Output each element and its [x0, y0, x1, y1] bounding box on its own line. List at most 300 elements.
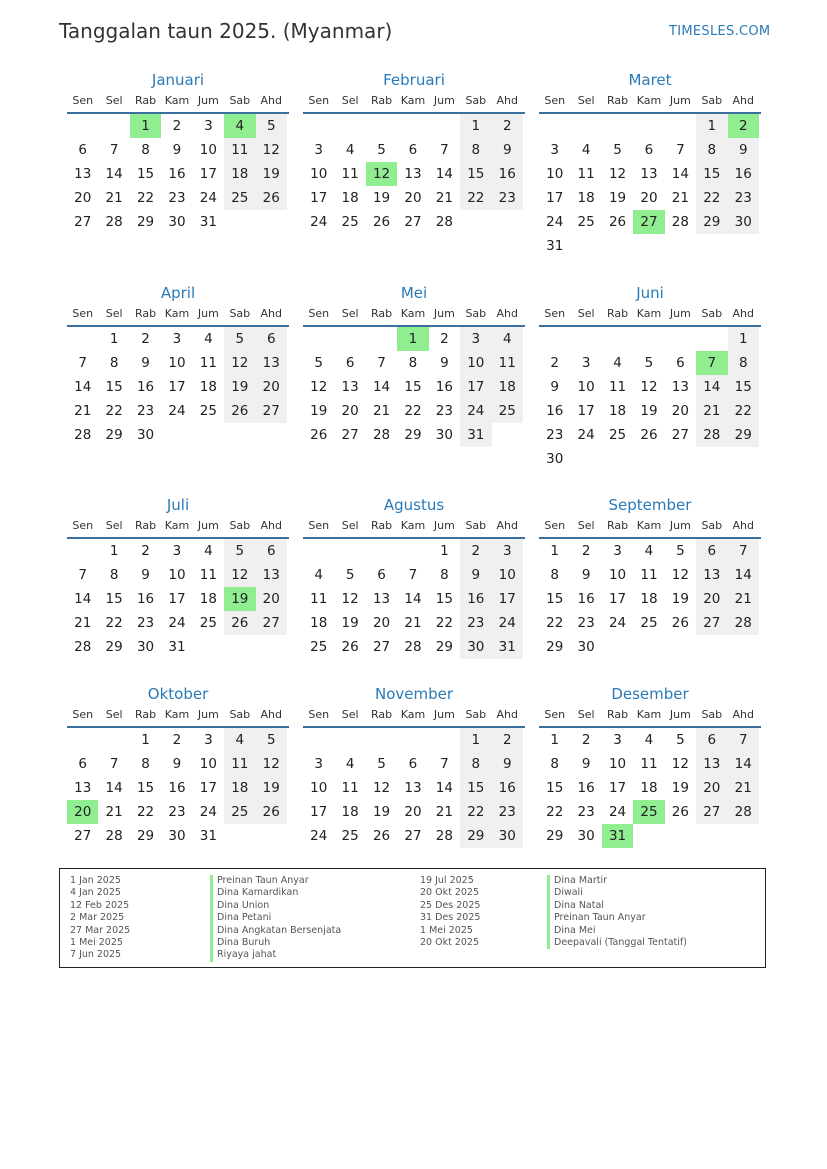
legend-holiday-name: Dina Mei [547, 925, 687, 937]
weekday-label: Kam [636, 307, 662, 320]
weekday-label: Kam [164, 307, 190, 320]
day-cell: 13 [696, 563, 727, 587]
day-cell: 13 [404, 780, 422, 796]
day-cell: 27 [404, 214, 422, 230]
day-cell: 21 [728, 776, 759, 800]
weekday-label: Ahd [260, 307, 282, 320]
day-cell: 3 [613, 732, 622, 748]
legend-date: 31 Des 2025 [420, 912, 481, 924]
month-september [539, 495, 761, 659]
day-cell: 11 [341, 166, 359, 182]
day-cell: 6 [676, 355, 685, 371]
legend-holiday-name: Dina Martir [547, 875, 687, 887]
day-cell: 10 [608, 567, 627, 583]
day-cell: 22 [136, 804, 155, 820]
legend-left-names [210, 875, 341, 962]
legend-date: 7 Jun 2025 [70, 949, 122, 961]
day-cell: 28 [728, 800, 759, 824]
weekday-label: Kam [400, 94, 426, 107]
day-cell: 29 [105, 639, 123, 655]
day-grid [539, 114, 761, 258]
day-cell: 13 [372, 591, 391, 607]
day-cell: 19 [671, 591, 689, 607]
holiday-day-cell: 7 [696, 351, 727, 375]
day-cell: 7 [440, 142, 449, 158]
empty-cell [334, 114, 365, 138]
day-cell: 6 [256, 539, 287, 563]
day-cell: 1 [728, 327, 759, 351]
holiday-day-cell: 1 [130, 114, 161, 138]
day-cell: 30 [492, 824, 523, 848]
day-cell: 31 [460, 423, 491, 447]
day-cell: 21 [105, 190, 123, 206]
weekday-label: Jum [433, 94, 455, 107]
weekday-label: Rab [134, 307, 157, 320]
day-cell: 4 [204, 331, 213, 347]
day-cell: 21 [435, 190, 453, 206]
empty-cell [696, 327, 727, 351]
day-cell: 8 [460, 138, 491, 162]
day-cell: 1 [109, 331, 119, 347]
day-cell: 8 [696, 138, 727, 162]
month-januari [67, 70, 289, 234]
legend-date: 20 Okt 2025 [420, 887, 480, 899]
day-cell: 4 [492, 327, 523, 351]
weekday-header [539, 92, 761, 114]
day-cell: 24 [492, 611, 523, 635]
legend-date: 12 Feb 2025 [70, 899, 130, 911]
weekday-label: Rab [606, 708, 629, 721]
day-cell: 17 [310, 804, 328, 820]
day-cell: 2 [581, 543, 591, 559]
day-cell: 16 [492, 776, 523, 800]
day-cell: 12 [671, 567, 689, 583]
weekday-label: Jum [669, 708, 691, 721]
day-cell: 19 [310, 403, 328, 419]
day-cell: 3 [314, 142, 323, 158]
day-cell: 12 [341, 591, 359, 607]
day-cell: 13 [256, 563, 287, 587]
day-cell: 11 [492, 351, 523, 375]
day-cell: 21 [696, 399, 727, 423]
holiday-day-cell: 1 [397, 327, 428, 351]
legend-holiday-name: Preinan Taun Anyar [547, 912, 687, 924]
day-cell: 27 [74, 214, 92, 230]
empty-cell [429, 114, 460, 138]
weekday-label: Kam [400, 307, 426, 320]
day-cell: 17 [577, 403, 595, 419]
day-cell: 13 [696, 752, 727, 776]
day-cell: 8 [109, 355, 119, 371]
weekday-label: Sen [72, 307, 94, 320]
day-cell: 12 [372, 780, 391, 796]
weekday-label: Sel [577, 307, 595, 320]
day-cell: 12 [224, 563, 255, 587]
day-cell: 5 [314, 355, 323, 371]
day-cell: 21 [671, 190, 689, 206]
day-cell: 8 [460, 752, 491, 776]
day-cell: 31 [168, 639, 186, 655]
day-cell: 5 [676, 732, 685, 748]
legend-holiday-name: Dina Natal [547, 900, 687, 912]
day-cell: 15 [136, 166, 155, 182]
empty-cell [303, 539, 334, 563]
weekday-label: Jum [669, 307, 691, 320]
weekday-label: Sab [701, 519, 723, 532]
day-cell: 22 [404, 403, 422, 419]
day-cell: 20 [256, 587, 287, 611]
month-title: Juli [166, 496, 190, 514]
day-cell: 13 [74, 166, 92, 182]
day-cell: 11 [199, 355, 217, 371]
day-cell: 6 [377, 567, 386, 583]
weekday-label: Rab [606, 94, 629, 107]
day-cell: 7 [78, 355, 87, 371]
weekday-label: Sab [465, 94, 487, 107]
day-cell: 24 [608, 615, 627, 631]
day-cell: 17 [199, 780, 217, 796]
day-cell: 16 [492, 162, 523, 186]
weekday-label: Sel [341, 307, 359, 320]
day-cell: 28 [404, 639, 422, 655]
weekday-label: Sab [701, 94, 723, 107]
day-cell: 9 [440, 355, 449, 371]
empty-cell [334, 539, 365, 563]
weekday-label: Ahd [496, 708, 518, 721]
empty-cell [539, 327, 570, 351]
day-cell: 3 [581, 355, 591, 371]
weekday-label: Sen [544, 708, 566, 721]
weekday-label: Sen [544, 307, 566, 320]
empty-cell [366, 114, 397, 138]
day-cell: 18 [199, 379, 217, 395]
weekday-label: Rab [134, 708, 157, 721]
day-cell: 9 [492, 138, 523, 162]
weekday-label: Rab [370, 307, 393, 320]
day-cell: 23 [136, 403, 155, 419]
legend-date: 1 Jan 2025 [70, 875, 121, 886]
day-cell: 19 [608, 190, 627, 206]
weekday-header [303, 517, 525, 539]
day-cell: 22 [546, 804, 564, 820]
site-link[interactable]: TIMESLES.COM [669, 24, 771, 39]
day-cell: 8 [109, 567, 119, 583]
day-cell: 6 [696, 728, 727, 752]
day-cell: 27 [256, 399, 287, 423]
legend-holiday-name: Dina Union [210, 900, 341, 912]
day-cell: 24 [608, 804, 627, 820]
day-cell: 13 [74, 780, 92, 796]
day-cell: 14 [404, 591, 422, 607]
day-cell: 23 [168, 804, 186, 820]
day-cell: 9 [460, 563, 491, 587]
weekday-label: Rab [370, 94, 393, 107]
day-cell: 18 [640, 780, 658, 796]
day-cell: 19 [372, 190, 391, 206]
legend-right-dates [420, 875, 480, 949]
day-cell: 26 [224, 611, 255, 635]
day-grid [67, 114, 289, 234]
empty-cell [397, 728, 428, 752]
day-cell: 28 [696, 423, 727, 447]
day-cell: 10 [199, 756, 217, 772]
day-cell: 19 [224, 375, 255, 399]
day-cell: 20 [404, 804, 422, 820]
weekday-label: Sab [229, 519, 251, 532]
weekday-label: Kam [164, 519, 190, 532]
month-juni [539, 283, 761, 471]
day-cell: 22 [460, 186, 491, 210]
day-cell: 18 [310, 615, 328, 631]
day-cell: 16 [460, 587, 491, 611]
day-cell: 1 [109, 543, 119, 559]
empty-cell [98, 114, 129, 138]
legend-date: 4 Jan 2025 [70, 887, 121, 899]
day-cell: 25 [577, 214, 595, 230]
month-title: November [374, 685, 454, 703]
weekday-label: Sen [72, 94, 94, 107]
weekday-label: Sel [105, 307, 123, 320]
day-cell: 21 [435, 804, 453, 820]
empty-cell [366, 327, 397, 351]
day-cell: 31 [492, 635, 523, 659]
day-cell: 22 [105, 615, 123, 631]
empty-cell [303, 728, 334, 752]
day-cell: 18 [608, 403, 627, 419]
day-cell: 26 [224, 399, 255, 423]
day-cell: 16 [136, 591, 155, 607]
empty-cell [334, 327, 365, 351]
day-cell: 5 [256, 114, 287, 138]
month-title: Desember [611, 685, 689, 703]
day-cell: 6 [78, 756, 87, 772]
day-cell: 3 [172, 543, 182, 559]
weekday-label: Sen [308, 94, 330, 107]
weekday-header [67, 92, 289, 114]
weekday-label: Jum [669, 94, 691, 107]
day-cell: 26 [256, 186, 287, 210]
weekday-label: Jum [433, 519, 455, 532]
day-cell: 13 [640, 166, 658, 182]
day-cell: 6 [256, 327, 287, 351]
legend-date: 19 Jul 2025 [420, 875, 474, 886]
day-cell: 26 [310, 427, 328, 443]
day-cell: 15 [105, 591, 123, 607]
day-cell: 7 [728, 728, 759, 752]
day-cell: 27 [696, 611, 727, 635]
empty-cell [570, 114, 601, 138]
day-cell: 14 [74, 591, 92, 607]
day-cell: 7 [109, 142, 119, 158]
empty-cell [602, 327, 633, 351]
holiday-legend [59, 868, 766, 968]
day-cell: 24 [310, 214, 328, 230]
weekday-label: Jum [197, 307, 219, 320]
day-cell: 12 [310, 379, 328, 395]
weekday-label: Sen [72, 519, 94, 532]
empty-cell [397, 539, 428, 563]
weekday-label: Sel [341, 94, 359, 107]
day-cell: 13 [404, 166, 422, 182]
weekday-label: Sab [465, 519, 487, 532]
day-cell: 14 [728, 563, 759, 587]
legend-date: 20 Okt 2025 [420, 936, 480, 948]
day-cell: 3 [172, 331, 182, 347]
day-cell: 3 [492, 539, 523, 563]
day-cell: 2 [492, 114, 523, 138]
weekday-label: Ahd [496, 519, 518, 532]
weekday-label: Jum [433, 708, 455, 721]
day-cell: 20 [341, 403, 359, 419]
day-cell: 4 [581, 142, 591, 158]
day-cell: 20 [640, 190, 658, 206]
day-cell: 4 [644, 732, 654, 748]
legend-right-names [547, 875, 687, 949]
day-cell: 11 [224, 138, 255, 162]
day-grid [303, 327, 525, 447]
day-cell: 12 [608, 166, 627, 182]
weekday-label: Rab [370, 708, 393, 721]
day-cell: 29 [105, 427, 123, 443]
weekday-label: Jum [197, 94, 219, 107]
legend-date: 1 Mei 2025 [70, 936, 123, 948]
day-cell: 23 [492, 186, 523, 210]
day-cell: 7 [408, 567, 418, 583]
weekday-label: Kam [636, 708, 662, 721]
day-cell: 30 [136, 639, 155, 655]
day-cell: 4 [314, 567, 323, 583]
day-cell: 2 [172, 118, 182, 134]
legend-holiday-name: Dina Kamardikan [210, 887, 341, 899]
day-cell: 21 [372, 403, 391, 419]
day-cell: 15 [136, 780, 155, 796]
day-grid [303, 539, 525, 659]
day-cell: 25 [341, 828, 359, 844]
weekday-label: Kam [400, 519, 426, 532]
day-cell: 29 [404, 427, 422, 443]
month-agustus [303, 495, 525, 659]
day-grid [67, 728, 289, 848]
legend-holiday-name: Riyaya jahat [210, 949, 341, 961]
empty-cell [67, 327, 98, 351]
weekday-label: Sen [308, 708, 330, 721]
day-cell: 8 [408, 355, 418, 371]
day-cell: 26 [372, 828, 391, 844]
day-cell: 7 [109, 756, 119, 772]
day-cell: 11 [640, 567, 658, 583]
day-cell: 22 [728, 399, 759, 423]
weekday-label: Rab [370, 519, 393, 532]
day-cell: 18 [224, 162, 255, 186]
day-cell: 24 [577, 427, 595, 443]
day-cell: 9 [550, 379, 559, 395]
day-cell: 10 [199, 142, 217, 158]
day-cell: 13 [256, 351, 287, 375]
month-juli [67, 495, 289, 659]
weekday-label: Kam [164, 708, 190, 721]
day-cell: 9 [141, 567, 150, 583]
empty-cell [397, 114, 428, 138]
weekday-header [67, 305, 289, 327]
empty-cell [633, 327, 664, 351]
day-cell: 23 [728, 186, 759, 210]
day-cell: 18 [492, 375, 523, 399]
day-cell: 16 [168, 166, 186, 182]
month-april [67, 283, 289, 447]
weekday-label: Sen [544, 519, 566, 532]
weekday-label: Sel [577, 708, 595, 721]
day-cell: 4 [613, 355, 622, 371]
day-cell: 16 [546, 403, 564, 419]
weekday-label: Kam [400, 708, 426, 721]
day-cell: 15 [460, 776, 491, 800]
holiday-day-cell: 20 [67, 800, 98, 824]
weekday-header [303, 305, 525, 327]
day-cell: 15 [696, 162, 727, 186]
day-cell: 16 [577, 591, 595, 607]
weekday-label: Sel [341, 519, 359, 532]
month-mei [303, 283, 525, 447]
day-cell: 20 [372, 615, 391, 631]
day-cell: 9 [581, 756, 591, 772]
legend-holiday-name: Dina Angkatan Bersenjata [210, 925, 341, 937]
weekday-header [67, 706, 289, 728]
weekday-label: Kam [636, 94, 662, 107]
month-maret [539, 70, 761, 258]
day-cell: 17 [168, 591, 186, 607]
day-cell: 19 [671, 780, 689, 796]
legend-date: 2 Mar 2025 [70, 912, 125, 924]
weekday-label: Ahd [732, 307, 754, 320]
day-cell: 3 [550, 142, 559, 158]
empty-cell [98, 728, 129, 752]
empty-cell [429, 728, 460, 752]
day-cell: 6 [408, 142, 418, 158]
day-cell: 18 [640, 591, 658, 607]
day-cell: 5 [256, 728, 287, 752]
day-cell: 30 [168, 214, 186, 230]
day-grid [67, 327, 289, 447]
day-cell: 5 [377, 142, 386, 158]
day-cell: 18 [224, 776, 255, 800]
empty-cell [665, 114, 696, 138]
day-cell: 15 [460, 162, 491, 186]
day-cell: 29 [728, 423, 759, 447]
day-cell: 4 [644, 543, 654, 559]
day-cell: 18 [341, 804, 359, 820]
day-cell: 19 [372, 804, 391, 820]
weekday-header [303, 92, 525, 114]
day-cell: 29 [546, 639, 564, 655]
day-cell: 16 [577, 780, 595, 796]
day-cell: 7 [440, 756, 449, 772]
day-grid [303, 728, 525, 848]
weekday-label: Sel [105, 94, 123, 107]
weekday-label: Sel [577, 519, 595, 532]
day-cell: 18 [199, 591, 217, 607]
weekday-label: Sen [72, 708, 94, 721]
day-cell: 7 [78, 567, 87, 583]
day-cell: 19 [341, 615, 359, 631]
month-title: Juni [636, 284, 664, 302]
weekday-label: Sab [701, 708, 723, 721]
month-title: September [608, 496, 692, 514]
day-cell: 26 [671, 804, 689, 820]
day-cell: 10 [546, 166, 564, 182]
day-cell: 24 [546, 214, 564, 230]
day-cell: 12 [256, 138, 287, 162]
weekday-header [67, 517, 289, 539]
